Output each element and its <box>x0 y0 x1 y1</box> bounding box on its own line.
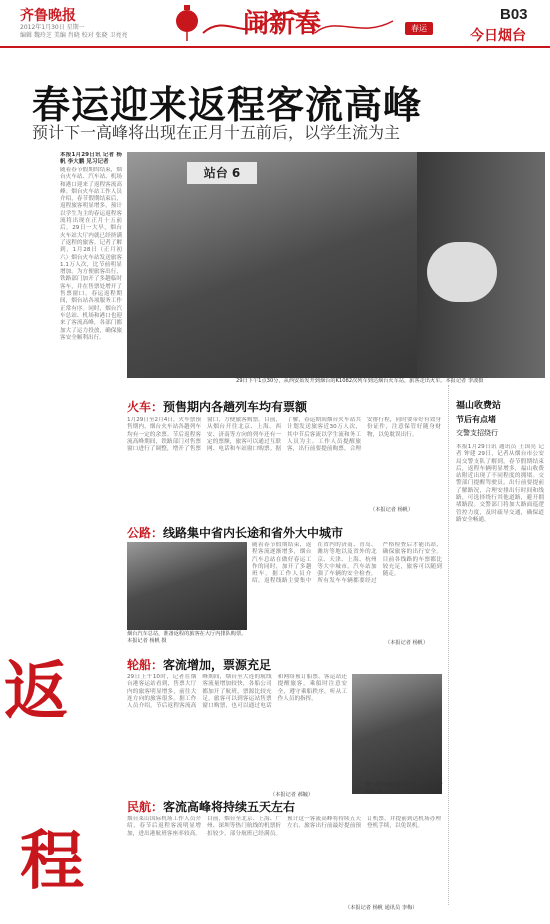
lead-byline: 本报1月29日讯 记者 杨帆 李大鹏 见习记者 <box>60 152 122 166</box>
page-section-title: 今日烟台 <box>470 27 526 43</box>
luggage-bundle <box>427 242 497 302</box>
section-train-heading: 火车：预售期内各趟列车均有票额 <box>127 400 308 414</box>
sidebar-subtitle: 交警支招绕行 <box>456 429 498 437</box>
section-train-reporter: （本报记者 杨帆） <box>370 507 414 513</box>
section-road-reporter: （本报记者 杨帆） <box>385 640 429 646</box>
section-air-heading: 民航：客流高峰将持续五天左右 <box>127 800 296 814</box>
section-ship-heading: 轮船：客流增加，票源充足 <box>127 658 272 672</box>
sidebar-article <box>456 398 544 904</box>
lead-article <box>60 152 122 660</box>
sidebar-kicker: 福山收费站 <box>456 401 502 411</box>
newspaper-name: 齐鲁晚报 <box>20 8 76 24</box>
section-ship-reporter: （本报记者 郝毓） <box>270 792 314 798</box>
sidebar-divider <box>448 385 449 905</box>
ship-photo <box>352 674 442 794</box>
platform-sign: 站台 6 <box>187 162 257 184</box>
lead-text: 随着春节假期的结束，烟台火车站、汽车站、机场和港口迎来了返程客流高峰。烟台火车站工作人员介绍，春节假期结束后，返程旅客明显增多，预计以学生为主的春运返程客流将出现在正月十五前后。29日一大早，烟台火车站大厅内就已经挤满了返程的旅客。记者了解到，1月28日（正月初六）烟台火车站发送旅客1.1万人次，比节前明显增加。为方便旅客出行，铁路部门加开了多趟临时客车，并在售票处增开了售票窗口。春运返程期间，烟台站各项服务工作正常有序。同时，烟台汽车总站、机场和港口也迎来了客流高峰，各部门都加大了运力投放，确保旅客安全顺利出行。 <box>60 167 122 341</box>
column-label: 春运 <box>405 22 433 35</box>
banner-text: 闹新春 <box>243 9 322 39</box>
subheadline: 预计下一高峰将出现在正月十五前后，以学生流为主 <box>32 123 401 142</box>
main-photo <box>127 152 545 378</box>
masthead <box>0 0 550 48</box>
decor-char-return: 返 <box>4 654 68 729</box>
festival-banner <box>165 3 400 43</box>
section-train-text: 1月29日至2月4日，火车票预售期内，烟台火车站各趟列车均有一定的余票。节后返程客流高峰期间，铁路部门对售票窗口进行了调整，增开了售票窗口，方便旅客购票。目前，从烟台开往北京、上海、西安、济南等方向的列车还有一定的票额，旅客可以通过互联网、电话和车站窗口购票。据了解，春运期间烟台火车站共计划发送旅客近30万人次，其中节后客流以学生流和务工人员为主。工作人员提醒旅客，出行前要提前购票，合理安排行程，同时要带好有效身份证件，注意保管好随身财物，以免耽误出行。 <box>127 417 441 453</box>
section-road-text: 随着春节假期结束，返程客流逐渐增多，烟台汽车总站在做好春运工作的同时，加开了多趟班车。据工作人员介绍，返程线路主要集中在省内的济南、青岛、潍坊等地以及省外的北京、天津、上海、杭州等大中城市。汽车站加强了车辆的安全检查，所有发车车辆都要经过严格检查后才能出站，确保旅客的出行安全。目前各线路的车票都比较充足，旅客可以随到随走。 <box>252 542 442 585</box>
section-ship-text: 29日上午10时，记者在烟台港客运站看到，售票大厅内的旅客明显增多，前往大连方向的旅客很多。据工作人员介绍，节后返程客流高峰期间，烟台至大连的航线客流量增加较快，各船公司都加开了航班，票源比较充足。旅客可以到客运站售票窗口购票，也可以通过电话和网络预订船票。客运站还提醒旅客，乘船时注意安全，遵守乘船秩序，听从工作人员的指挥。 <box>127 674 347 710</box>
road-photo-caption: 烟台汽车总站，准备返程的旅客在大厅内排队购票。本报记者 杨帆 摄 <box>127 631 247 644</box>
road-photo <box>127 542 247 630</box>
page-number: B03 <box>500 6 528 23</box>
main-headline: 春运迎来返程客流高峰 <box>32 83 423 127</box>
section-air-reporter: （本报记者 杨帆 通讯员 李梅） <box>345 905 418 911</box>
sidebar-text: 本报1月29日讯 通讯员 王国亮 记者 钟建 29日，记者从烟台市公安局交警支队了解到，春节假期结束后，返程车辆明显增多，福山收费站附近出现了不同程度的拥堵。交警部门提醒驾驶员，出行前要提前了解路况，合理安排出行时间和线路，可选择绕行其他道路，避开拥堵路段。交警部门将加大路面巡逻管控力度，及时疏导交通，确保道路安全畅通。 <box>456 444 544 523</box>
decor-char-journey: 程 <box>20 824 84 899</box>
section-air-text: 烟台莱山国际机场工作人员介绍，春节后返程客流明显增加，进出港航班客座率较高。目前，烟台至北京、上海、广州、深圳等热门航线的机票折扣较少，部分航班已经满员。预计这一客流高峰将持续五天左右，旅客出行前最好提前预订机票，并提前到达机场办理登机手续，以免误机。 <box>127 816 441 837</box>
sidebar-title: 节后有点堵 <box>456 415 496 424</box>
ship-photo-caption: 烟台港客运站旅客较多。本报记者 郝毓 摄 <box>365 782 443 795</box>
date-line: 2012年1月30日 星期一 编辑 魏玲芝 美编 肖晓 校对 张晓 卫亮亮 <box>20 24 128 39</box>
main-photo-caption: 29日下午1点30分，从西安始发开到烟台的K1082次列车到达烟台火车站，旅客走出火车。本报记者 李波摄 <box>236 378 484 384</box>
section-road-heading: 公路：线路集中省内长途和省外大中城市 <box>127 526 344 540</box>
